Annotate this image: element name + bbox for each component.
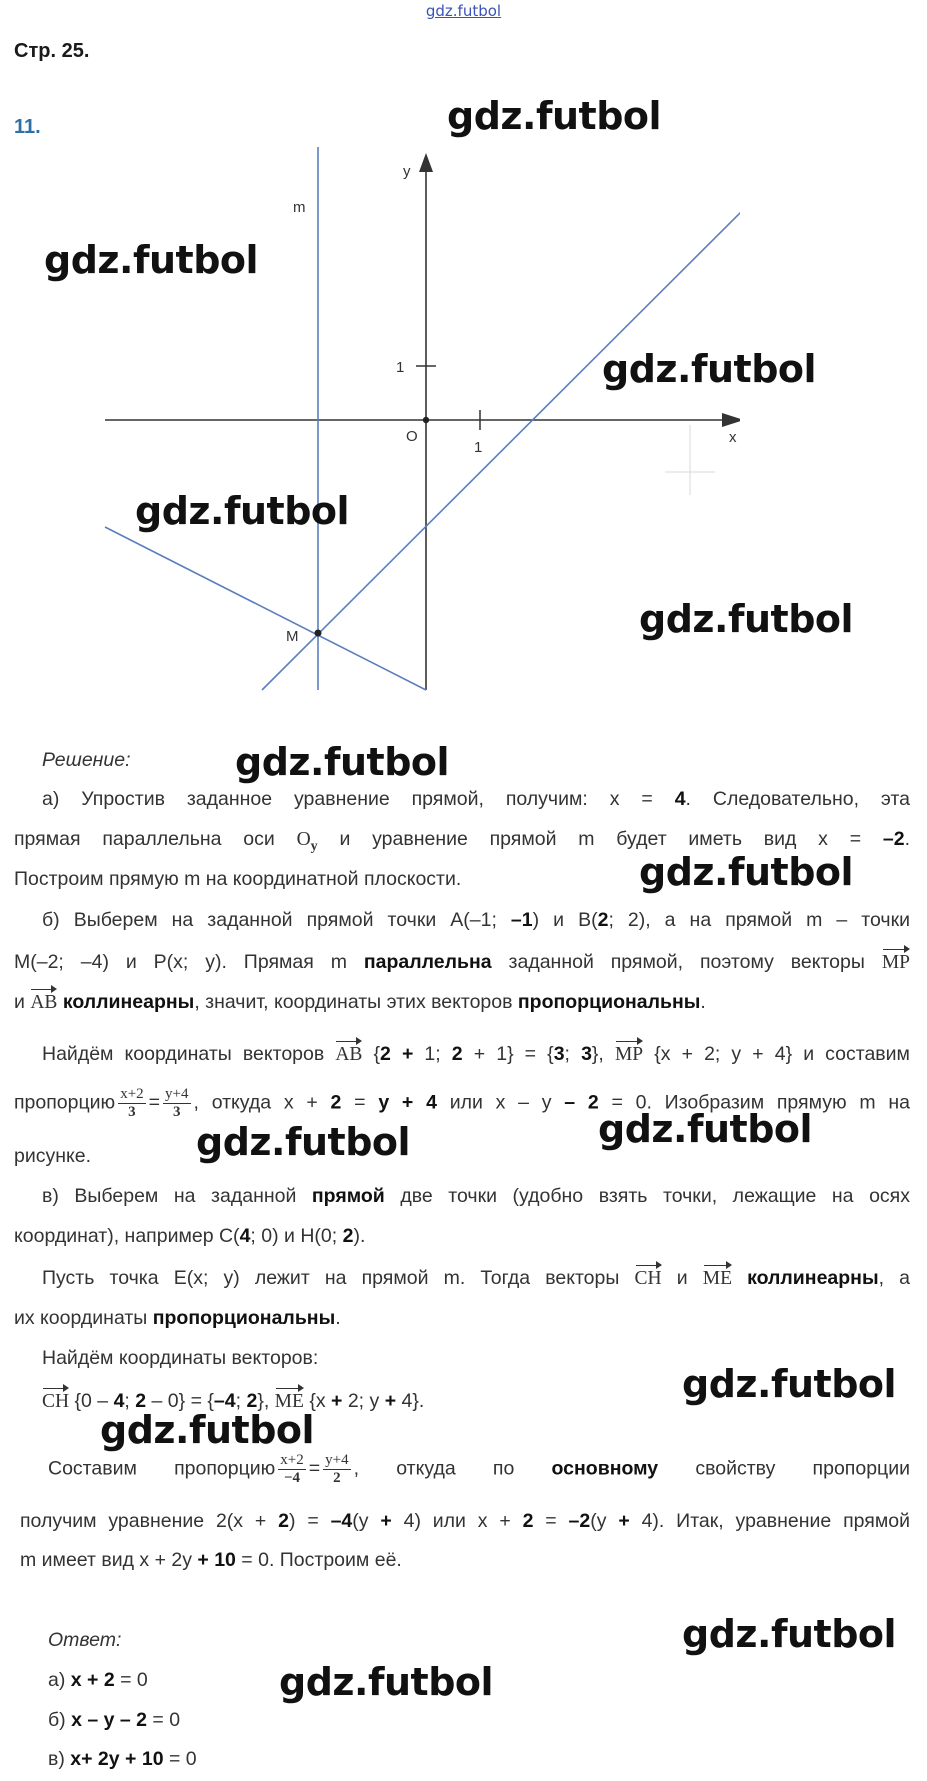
task-number: 11. (14, 116, 41, 138)
watermark: gdz.futbol (100, 1408, 315, 1452)
vector-me: ME (275, 1387, 304, 1415)
y-axis-arrow (419, 153, 433, 172)
watermark: gdz.futbol (682, 1362, 897, 1406)
solution-b-line-4: Найдём координаты векторов AB {2 + 1; 2 + 1} = {3; 3}, MP {x + 2; y + 4} и составим (42, 1040, 910, 1068)
watermark: gdz.futbol (279, 1660, 494, 1704)
solution-c-line-5: Найдём координаты векторов: (42, 1347, 319, 1369)
vector-mp: MP (882, 948, 910, 976)
x-axis-arrow (722, 413, 740, 427)
answer-a: а) x + 2 = 0 (48, 1669, 148, 1691)
watermark: gdz.futbol (135, 489, 350, 533)
solution-heading: Решение: (42, 749, 131, 771)
solution-b-line-3: и AB коллинеарны, значит, координаты этих векторов пропорциональны. (14, 988, 910, 1016)
solution-b-line-1: б) Выберем на заданной прямой точки A(–1; –1) и B(2; 2), а на прямой m – точки (42, 909, 910, 931)
fraction: $\frac{x+2}{3}$ (120, 1086, 144, 1120)
line-m-label: m (293, 199, 306, 216)
answer-c: в) x+ 2y + 10 = 0 (48, 1748, 197, 1770)
origin-point (423, 417, 429, 423)
page-label: Стр. 25. (14, 40, 90, 62)
fraction: $\frac{x+2}{-4}$ (280, 1452, 304, 1486)
watermark: gdz.futbol (639, 850, 854, 894)
y-tick-label: 1 (396, 359, 405, 376)
answer-heading: Ответ: (48, 1629, 122, 1651)
solution-a-line-2: прямая параллельна оси $O_y$ и уравнение прямой m будет иметь вид x = –2. (14, 828, 910, 854)
vector-ch: CH (635, 1264, 662, 1292)
solution-c-line-1: в) Выберем на заданной прямой две точки (удобно взять точки, лежащие на осях (42, 1185, 910, 1207)
vector-me: ME (703, 1264, 732, 1292)
solution-c-line-7: Составим пропорцию $\frac{x+2}{-4}$ = $\frac{y+4}{2}$ , откуда по основному свойству пропорции (48, 1452, 911, 1486)
point-m (315, 630, 322, 637)
solution-c-line-3: Пусть точка E(x; y) лежит на прямой m. Тогда векторы CH и ME коллинеарны, а (42, 1264, 910, 1292)
watermark: gdz.futbol (44, 238, 259, 282)
watermark: gdz.futbol (235, 740, 450, 784)
vector-ch: CH (42, 1387, 69, 1415)
watermark: gdz.futbol (598, 1107, 813, 1151)
solution-c-line-6: CH {0 – 4; 2 – 0} = {–4; 2}, ME {x + 2; y + 4}. (42, 1387, 424, 1415)
y-axis-label: y (403, 163, 411, 180)
watermark: gdz.futbol (196, 1120, 411, 1164)
solution-a-line-3: Построим прямую m на координатной плоскости. (14, 868, 462, 890)
answer-b: б) x – y – 2 = 0 (48, 1709, 181, 1731)
solution-c-line-2: координат), например C(4; 0) и H(0; 2). (14, 1225, 366, 1247)
x-axis-label: x (729, 429, 737, 446)
solution-c-line-9: m имеет вид x + 2y + 10 = 0. Построим её. (20, 1549, 402, 1571)
solution-a-line-1: а) Упростив заданное уравнение прямой, получим: x = 4. Следовательно, эта (42, 788, 910, 810)
fraction: $\frac{y+4}{3}$ (165, 1086, 189, 1120)
solution-c-line-4: их координаты пропорциональны. (14, 1307, 341, 1329)
vector-ab: AB (30, 988, 57, 1016)
vector-mp: MP (615, 1040, 643, 1068)
fraction: $\frac{y+4}{2}$ (325, 1452, 349, 1486)
x-tick-label: 1 (474, 439, 483, 456)
line-x-plus-2y-plus-10 (105, 527, 426, 690)
vector-ab: AB (335, 1040, 362, 1068)
site-link[interactable]: gdz.futbol (425, 2, 502, 20)
origin-label: O (406, 428, 418, 445)
watermark: gdz.futbol (602, 347, 817, 391)
solution-b-line-5: пропорцию $\frac{x+2}{3}$ = $\frac{y+4}{3}$ , откуда x + 2 = y + 4 или x – y – 2 = 0. Изобразим прямую m на (14, 1086, 910, 1120)
watermark: gdz.futbol (447, 94, 662, 138)
solution-b-line-6: рисунке. (14, 1145, 92, 1167)
solution-b-line-2: M(–2; –4) и P(x; y). Прямая m параллельна заданной прямой, поэтому векторы MP (14, 948, 910, 976)
watermark: gdz.futbol (639, 597, 854, 641)
point-m-label: M (286, 628, 299, 645)
solution-c-line-8: получим уравнение 2(x + 2) = –4(y + 4) или x + 2 = –2(y + 4). Итак, уравнение прямой (20, 1510, 910, 1532)
watermark: gdz.futbol (682, 1612, 897, 1656)
